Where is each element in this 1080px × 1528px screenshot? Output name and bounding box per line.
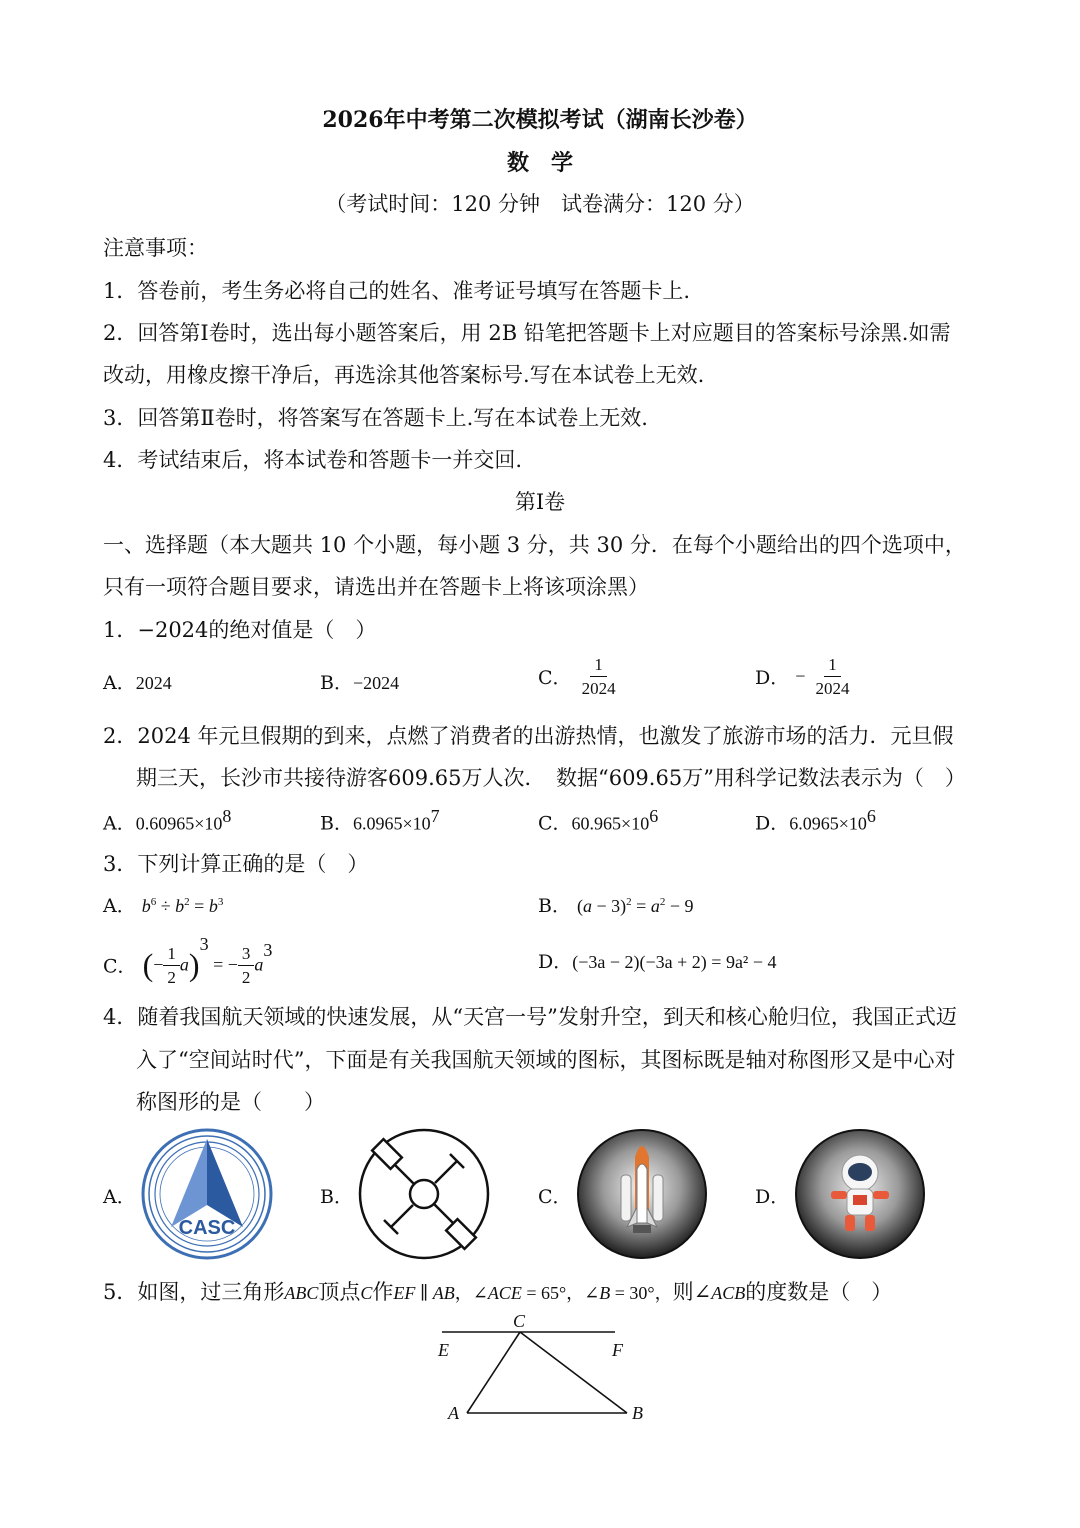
part1-heading: 第Ⅰ卷 (514, 490, 566, 514)
astronaut-icon (793, 1127, 927, 1261)
section-instructions-2: 只有一项符合题目要求，请选出并在答题卡上将该项涂黑） (103, 575, 649, 599)
q1-option-a: A．2024 (103, 672, 172, 694)
q4-option-a-label: A． (103, 1186, 136, 1208)
triangle-figure (430, 1311, 670, 1425)
q4-option-b-label: B． (320, 1186, 353, 1208)
space-station-symbol-icon (357, 1127, 491, 1261)
casc-logo-icon (140, 1127, 274, 1261)
label-a: A (448, 1403, 459, 1423)
q1-option-c: C． $\frac{1}{2024}$ (538, 655, 616, 698)
note-2-cont: 改动，用橡皮擦干净后，再选涂其他答案标号.写在本试卷上无效. (103, 363, 705, 387)
q2-stem-line2: 期三天，长沙市共接待游客609.65万人次． 数据“609.65万”用科学记数法表示为（ ） (136, 766, 966, 790)
q4-stem-line3: 称图形的是（ ） (136, 1090, 325, 1114)
label-f: F (612, 1340, 623, 1360)
label-b: B (632, 1403, 643, 1423)
note-1: 1．答卷前，考生务必将自己的姓名、准考证号填写在答题卡上. (103, 279, 691, 303)
q1-option-d: D． − $\frac{1}{2024}$ (755, 655, 850, 698)
exam-info: （考试时间：120 分钟 试卷满分：120 分） (325, 192, 755, 216)
q4-stem-line2: 入了“空间站时代”，下面是有关我国航天领域的图标，其图标既是轴对称图形又是中心对 (136, 1048, 956, 1072)
q2-stem-line1: 2．2024 年元旦假期的到来，点燃了消费者的出游热情，也激发了旅游市场的活力．元旦假 (103, 724, 954, 748)
q2-option-d: D．$6.0965\times 10^6$ (755, 806, 876, 835)
q4-option-c-label: C． (538, 1186, 572, 1208)
q5-stem: 5．如图，过三角形ABC顶点C作EF ∥ AB，∠ACE = 65°，∠B = 30°，则∠ACB的度数是（ ） (103, 1280, 893, 1304)
q3-option-d: D．(−3a − 2)(−3a + 2) = 9a² − 4 (538, 951, 777, 973)
subject-title: 数 学 (506, 150, 573, 176)
space-shuttle-icon (575, 1127, 709, 1261)
q1-option-b: B．−2024 (320, 672, 400, 694)
note-4: 4．考试结束后，将本试卷和答题卡一并交回. (103, 448, 523, 472)
q3-option-a: A． $b^6 \div b^2 = b^3$ (103, 895, 224, 917)
q2-option-c: C．$60.965\times 10^6$ (538, 806, 659, 835)
side-ca (467, 1332, 520, 1413)
q1-stem: 1．−2024的绝对值是（ ） (103, 618, 377, 642)
q3-stem: 3．下列计算正确的是（ ） (103, 852, 369, 876)
exam-title: 2026年中考第二次模拟考试（湖南长沙卷） (322, 107, 758, 133)
side-cb (520, 1332, 627, 1413)
section-instructions-1: 一、选择题（本大题共 10 个小题，每小题 3 分，共 30 分．在每个小题给出的四个选项中， (103, 533, 966, 557)
q4-option-d-label: D． (755, 1186, 790, 1208)
note-3: 3．回答第Ⅱ卷时，将答案写在答题卡上.写在本试卷上无效. (103, 406, 648, 430)
q3-option-c: C． (− $\frac{1}{2}$ a)$^3$ = − $\frac{3}{2}$ $a^3$ (103, 934, 273, 987)
label-e: E (438, 1340, 449, 1360)
q4-stem-line1: 4．随着我国航天领域的快速发展，从“天宫一号”发射升空，到天和核心舱归位，我国正式迈 (103, 1005, 957, 1029)
q2-option-a: A．$0.60965\times 10^8$ (103, 806, 232, 835)
label-c: C (513, 1311, 526, 1331)
q3-option-b: B． $(a - 3)^2 = a^2 - 9$ (538, 895, 694, 917)
q2-option-b: B．$6.0965\times 10^7$ (320, 806, 440, 835)
svg-text:CASC: CASC (178, 1217, 236, 1239)
note-2: 2．回答第Ⅰ卷时，选出每小题答案后，用 2B 铅笔把答题卡上对应题目的答案标号涂黑.如需 (103, 321, 951, 345)
notes-heading: 注意事项： (103, 236, 208, 260)
